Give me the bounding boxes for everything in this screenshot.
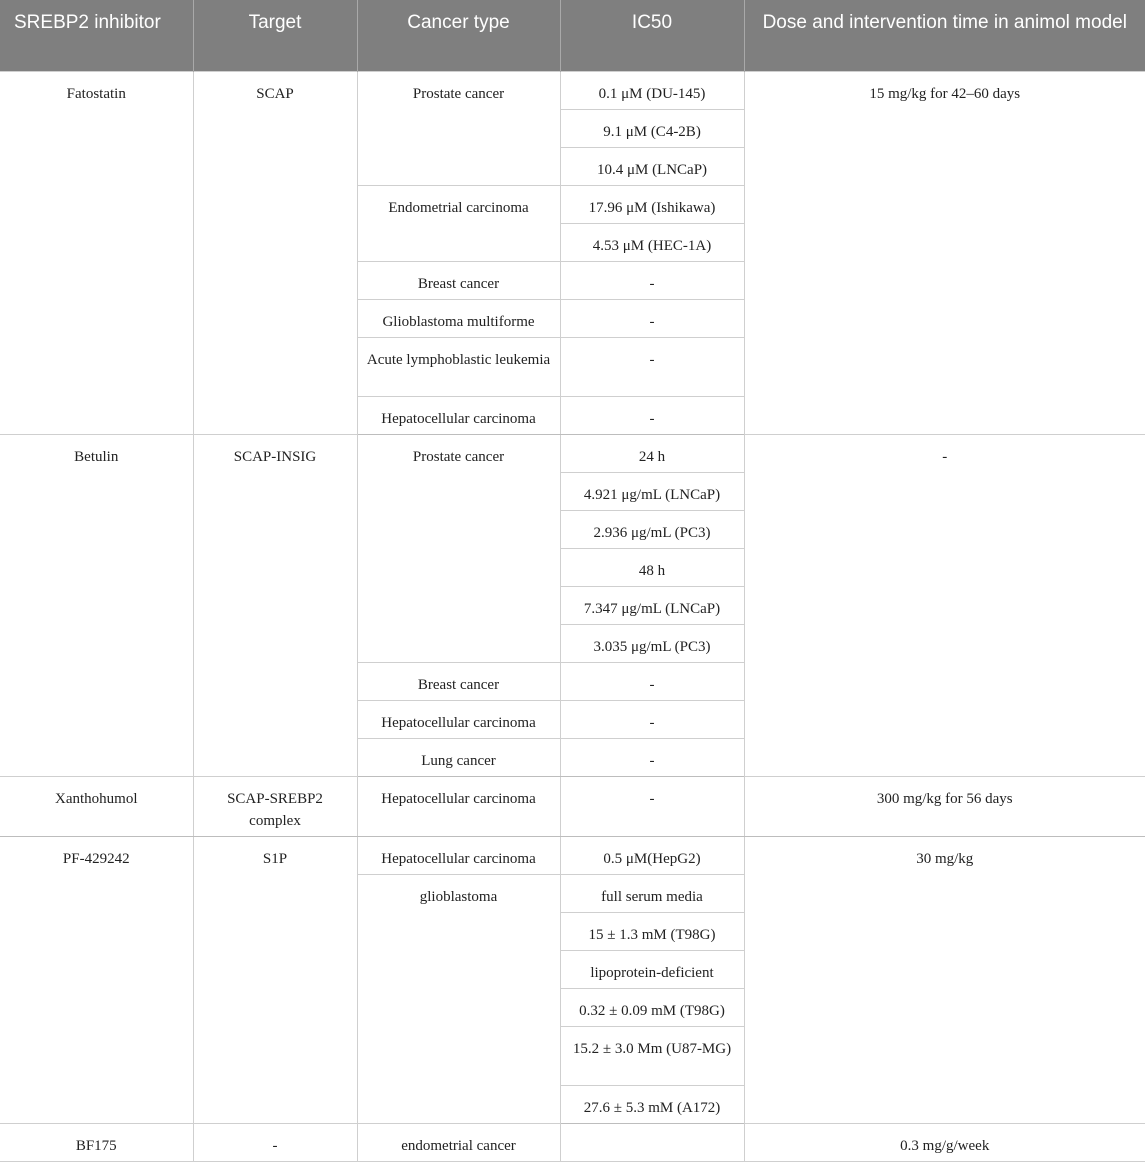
ic50-cell: 4.53 μM (HEC-1A) — [560, 223, 744, 261]
dose-cell: 15 mg/kg for 42–60 days — [744, 71, 1145, 434]
header-dose: Dose and intervention time in animol model — [744, 0, 1145, 71]
ic50-cell: - — [560, 261, 744, 299]
ic50-cell: - — [560, 700, 744, 738]
dose-cell: 0.3 mg/g/week — [744, 1123, 1145, 1161]
header-row — [0, 0, 1145, 71]
ic50-cell: 3.035 μg/mL (PC3) — [560, 624, 744, 662]
ic50-cell: 17.96 μM (Ishikawa) — [560, 185, 744, 223]
dose-cell: - — [744, 434, 1145, 776]
cancer-type-cell: Prostate cancer — [357, 71, 560, 185]
cancer-type-cell: endometrial cancer — [357, 1123, 560, 1161]
ic50-cell: 27.6 ± 5.3 mM (A172) — [560, 1085, 744, 1123]
ic50-cell: 24 h — [560, 434, 744, 472]
ic50-cell: 0.1 μM (DU-145) — [560, 71, 744, 109]
ic50-cell: 7.347 μg/mL (LNCaP) — [560, 586, 744, 624]
cancer-type-cell: Endometrial carcinoma — [357, 185, 560, 261]
cancer-type-cell: Acute lymphoblastic leukemia — [357, 337, 560, 396]
cancer-type-cell: Hepatocellular carcinoma — [357, 836, 560, 874]
ic50-cell: - — [560, 738, 744, 776]
target-cell: SCAP — [193, 71, 357, 434]
ic50-cell: - — [560, 662, 744, 700]
ic50-cell: 4.921 μg/mL (LNCaP) — [560, 472, 744, 510]
table-row — [0, 1123, 1145, 1161]
ic50-cell: full serum media — [560, 874, 744, 912]
cancer-type-cell: Prostate cancer — [357, 434, 560, 662]
ic50-cell: 15.2 ± 3.0 Mm (U87-MG) — [560, 1026, 744, 1085]
target-cell: S1P — [193, 836, 357, 1123]
cancer-type-cell: Hepatocellular carcinoma — [357, 396, 560, 434]
ic50-cell: - — [560, 396, 744, 434]
table-row — [0, 434, 1145, 472]
ic50-cell: 0.32 ± 0.09 mM (T98G) — [560, 988, 744, 1026]
table-row — [0, 836, 1145, 874]
header-ic50: IC50 — [560, 0, 744, 71]
ic50-cell: 48 h — [560, 548, 744, 586]
dose-cell: 300 mg/kg for 56 days — [744, 776, 1145, 836]
dose-cell: 30 mg/kg — [744, 836, 1145, 1123]
inhibitor-cell: Xanthohumol — [0, 776, 193, 836]
inhibitor-cell: Betulin — [0, 434, 193, 776]
cancer-type-cell: Breast cancer — [357, 662, 560, 700]
target-cell: SCAP-SREBP2 complex — [193, 776, 357, 836]
table-row — [0, 71, 1145, 109]
ic50-cell: - — [560, 337, 744, 396]
header-inhibitor: SREBP2 inhibitor — [0, 0, 193, 71]
ic50-cell: lipoprotein-deficient — [560, 950, 744, 988]
target-cell: - — [193, 1123, 357, 1161]
ic50-cell: 2.936 μg/mL (PC3) — [560, 510, 744, 548]
cancer-type-cell: Lung cancer — [357, 738, 560, 776]
ic50-cell: 10.4 μM (LNCaP) — [560, 147, 744, 185]
inhibitor-cell: BF175 — [0, 1123, 193, 1161]
cancer-type-cell: Breast cancer — [357, 261, 560, 299]
ic50-cell: 9.1 μM (C4-2B) — [560, 109, 744, 147]
cancer-type-cell: glioblastoma — [357, 874, 560, 1123]
cancer-type-cell: Glioblastoma multiforme — [357, 299, 560, 337]
inhibitor-cell: Fatostatin — [0, 71, 193, 434]
ic50-cell: 0.5 μM(HepG2) — [560, 836, 744, 874]
inhibitor-cell: PF-429242 — [0, 836, 193, 1123]
ic50-cell: 15 ± 1.3 mM (T98G) — [560, 912, 744, 950]
target-cell: SCAP-INSIG — [193, 434, 357, 776]
header-cancer-type: Cancer type — [357, 0, 560, 71]
table-row — [0, 776, 1145, 836]
ic50-cell: - — [560, 299, 744, 337]
ic50-cell — [560, 1123, 744, 1161]
cancer-type-cell: Hepatocellular carcinoma — [357, 776, 560, 836]
header-target: Target — [193, 0, 357, 71]
ic50-cell: - — [560, 776, 744, 836]
cancer-type-cell: Hepatocellular carcinoma — [357, 700, 560, 738]
